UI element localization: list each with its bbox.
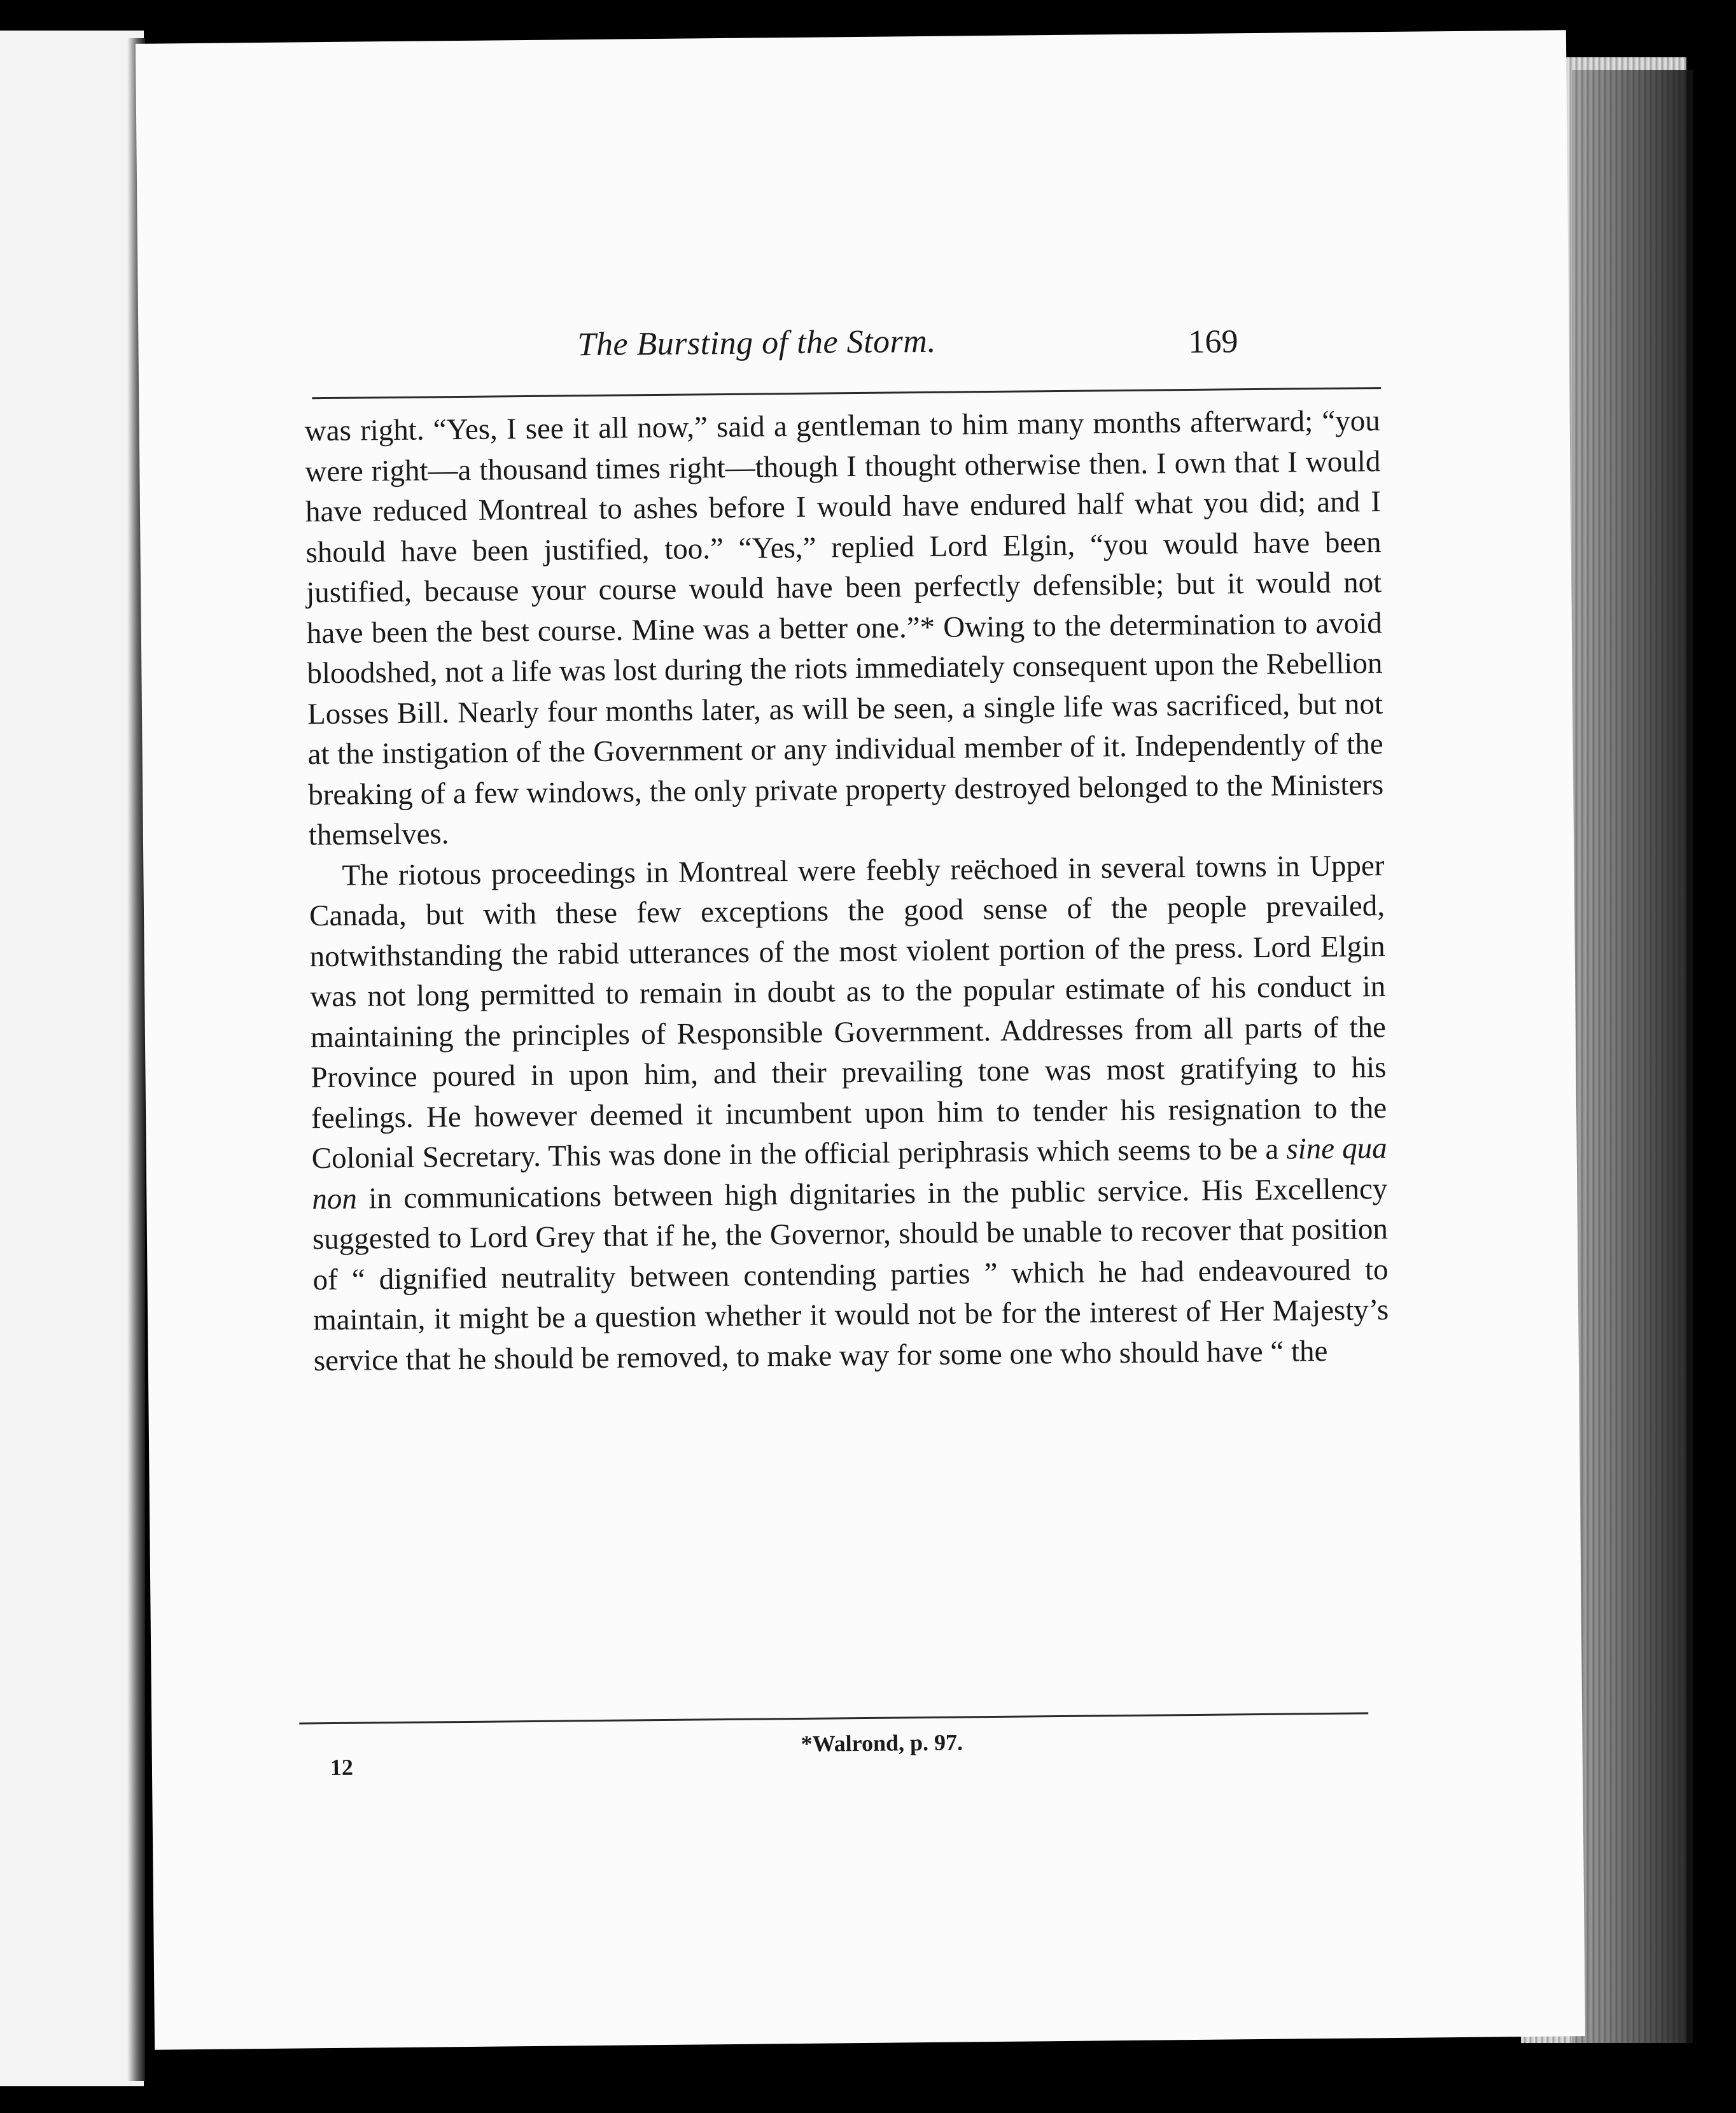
page-number: 169 [1188,323,1238,360]
footnote-rule [299,1712,1368,1724]
facing-page-edge [0,31,144,2086]
header-rule [312,387,1381,399]
book-page [136,30,1585,2049]
running-title: The Bursting of the Storm. [577,323,937,363]
paragraph-2 [309,846,1389,1382]
paragraph-2-text-a: The riotous proceedings in Montreal were feebly reëchoed in several towns in Upper Canada, but with these few exceptions the good sense of the people prevailed, notwithstanding the rabid utterances of the most violent portion of the press. Lord Elgin was not long permitted to remain in doubt as to the popular estimate of his conduct in maintaining the principles of Responsible Government. Addresses from all parts of the Province poured in upon him, and their prevailing tone was most gratifying to his feelings. He however deemed it incumbent upon him to tender his resignation to the Colonial Secretary. This was done in the official periphrasis which seems to be a [309,848,1387,1176]
footnote: *Walrond, p. 97. [801,1729,963,1757]
paragraph-2-italic-phrase: sine qua non [312,1132,1387,1216]
body-text [304,401,1389,1381]
signature-mark: 12 [330,1754,354,1781]
paragraph-2-text-b: in communications between high dignitaries in the public service. His Excellency suggested to Lord Grey that if he, the Governor, should be unable to recover that position of “ dignified neutrality between contending parties ” which he had endeavoured to maintain, it might be a question whether it would not be for the interest of Her Majesty’s service that he should be removed, to make way for some one who should have “ the [312,1172,1389,1377]
paragraph-1: was right. “Yes, I see it all now,” said a gentleman to him many months afterward; “you were right—a thousand times right—though I thought otherwise then. I own that I would have reduced Montreal to ashes before I would have endured half what you did; and I should have been justified, too.” “Yes,” replied Lord Elgin, “you would have been justified, because your course would have been perfectly defensible; but it would not have been the best course. Mine was a better one.”* Owing to the determination to avoid bloodshed, not a life was lost during the riots immediately consequent upon the Rebellion Losses Bill. Nearly four months later, as will be seen, a single life was sacrificed, but not at the instigation of the Government or any individual member of it. Independently of the breaking of a few windows, the only private property destroyed belonged to the Ministers themselves. [304,404,1384,852]
page-stack-shadow [1572,70,1693,2043]
